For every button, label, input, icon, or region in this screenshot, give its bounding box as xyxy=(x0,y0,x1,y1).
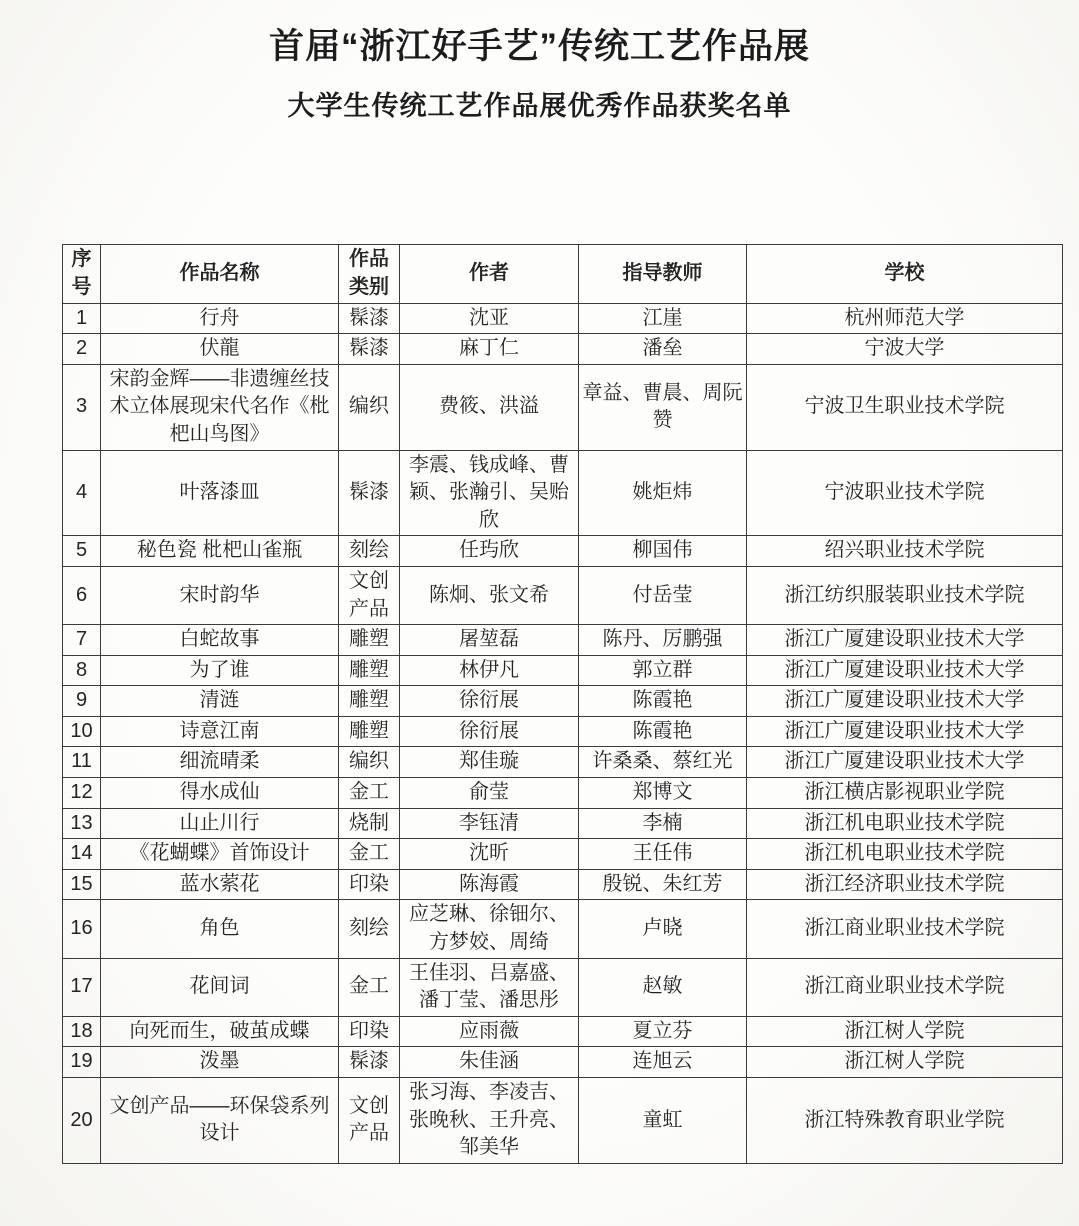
table-row xyxy=(63,716,1063,747)
table-row xyxy=(63,536,1063,567)
cell-authors: 林伊凡 xyxy=(400,655,579,686)
cell-authors: 王佳羽、吕嘉盛、潘丁莹、潘思彤 xyxy=(400,958,579,1016)
cell-advisors: 连旭云 xyxy=(579,1047,747,1078)
cell-school: 宁波大学 xyxy=(747,334,1063,365)
cell-category: 印染 xyxy=(339,869,400,900)
cell-advisors: 陈霞艳 xyxy=(579,716,747,747)
cell-index: 1 xyxy=(63,303,101,334)
cell-index: 13 xyxy=(63,808,101,839)
cell-category: 雕塑 xyxy=(339,716,400,747)
cell-category: 文创产品 xyxy=(339,1078,400,1164)
cell-advisors: 潘垒 xyxy=(579,334,747,365)
cell-work: 为了谁 xyxy=(101,655,339,686)
cell-category: 刻绘 xyxy=(339,536,400,567)
table-row xyxy=(63,303,1063,334)
cell-school: 浙江机电职业技术学院 xyxy=(747,808,1063,839)
cell-index: 9 xyxy=(63,686,101,717)
cell-category: 髹漆 xyxy=(339,450,400,536)
cell-advisors: 章益、曹晨、周阮赞 xyxy=(579,364,747,450)
cell-work: 宋韵金辉——非遗缠丝技术立体展现宋代名作《枇杷山鸟图》 xyxy=(101,364,339,450)
cell-index: 10 xyxy=(63,716,101,747)
cell-index: 8 xyxy=(63,655,101,686)
cell-school: 浙江纺织服装职业技术学院 xyxy=(747,566,1063,624)
table-row xyxy=(63,686,1063,717)
table-row xyxy=(63,778,1063,809)
cell-advisors: 许桑桑、蔡红光 xyxy=(579,747,747,778)
cell-work: 得水成仙 xyxy=(101,778,339,809)
column-header-advisors: 指导教师 xyxy=(579,245,747,303)
cell-work: 叶落漆皿 xyxy=(101,450,339,536)
cell-category: 编织 xyxy=(339,747,400,778)
cell-advisors: 姚炬炜 xyxy=(579,450,747,536)
document-page xyxy=(0,26,1079,1164)
table-row xyxy=(63,1047,1063,1078)
cell-school: 浙江树人学院 xyxy=(747,1047,1063,1078)
cell-category: 金工 xyxy=(339,958,400,1016)
table-row xyxy=(63,334,1063,365)
page-title: 首届“浙江好手艺”传统工艺作品展 xyxy=(268,27,810,66)
cell-index: 11 xyxy=(63,747,101,778)
table-row xyxy=(63,364,1063,450)
cell-work: 伏龍 xyxy=(101,334,339,365)
cell-advisors: 陈丹、厉鹏强 xyxy=(579,625,747,656)
cell-authors: 徐衍展 xyxy=(400,686,579,717)
cell-index: 14 xyxy=(63,839,101,870)
cell-authors: 徐衍展 xyxy=(400,716,579,747)
cell-index: 20 xyxy=(63,1078,101,1164)
cell-authors: 李震、钱成峰、曹颖、张瀚引、吴贻欣 xyxy=(400,450,579,536)
column-header-school: 学校 xyxy=(747,245,1063,303)
cell-school: 浙江商业职业技术学院 xyxy=(747,900,1063,958)
cell-category: 金工 xyxy=(339,778,400,809)
cell-authors: 李钰清 xyxy=(400,808,579,839)
cell-authors: 屠堃磊 xyxy=(400,625,579,656)
cell-school: 浙江广厦建设职业技术大学 xyxy=(747,686,1063,717)
cell-school: 浙江横店影视职业学院 xyxy=(747,778,1063,809)
cell-authors: 费筱、洪溢 xyxy=(400,364,579,450)
cell-category: 烧制 xyxy=(339,808,400,839)
cell-authors: 郑佳璇 xyxy=(400,747,579,778)
cell-work: 花间词 xyxy=(101,958,339,1016)
cell-advisors: 夏立芬 xyxy=(579,1016,747,1047)
column-header-index: 序号 xyxy=(63,245,101,303)
cell-school: 宁波职业技术学院 xyxy=(747,450,1063,536)
cell-school: 浙江树人学院 xyxy=(747,1016,1063,1047)
cell-category: 髹漆 xyxy=(339,303,400,334)
cell-index: 6 xyxy=(63,566,101,624)
cell-work: 文创产品——环保袋系列设计 xyxy=(101,1078,339,1164)
table-row xyxy=(63,1016,1063,1047)
cell-category: 雕塑 xyxy=(339,686,400,717)
cell-authors: 陈海霞 xyxy=(400,869,579,900)
cell-category: 文创产品 xyxy=(339,566,400,624)
cell-advisors: 赵敏 xyxy=(579,958,747,1016)
cell-authors: 麻丁仁 xyxy=(400,334,579,365)
cell-school: 浙江经济职业技术学院 xyxy=(747,869,1063,900)
cell-advisors: 江崖 xyxy=(579,303,747,334)
cell-authors: 陈炯、张文希 xyxy=(400,566,579,624)
cell-category: 髹漆 xyxy=(339,1047,400,1078)
cell-category: 髹漆 xyxy=(339,334,400,365)
cell-school: 绍兴职业技术学院 xyxy=(747,536,1063,567)
cell-work: 《花蝴蝶》首饰设计 xyxy=(101,839,339,870)
column-header-authors: 作者 xyxy=(400,245,579,303)
cell-category: 刻绘 xyxy=(339,900,400,958)
table-row xyxy=(63,958,1063,1016)
cell-category: 印染 xyxy=(339,1016,400,1047)
table-header-row xyxy=(63,245,1063,303)
cell-advisors: 柳国伟 xyxy=(579,536,747,567)
cell-index: 16 xyxy=(63,900,101,958)
cell-authors: 沈亚 xyxy=(400,303,579,334)
cell-authors: 应雨薇 xyxy=(400,1016,579,1047)
cell-category: 编织 xyxy=(339,364,400,450)
cell-work: 秘色瓷 枇杷山雀瓶 xyxy=(101,536,339,567)
cell-school: 浙江广厦建设职业技术大学 xyxy=(747,655,1063,686)
cell-category: 金工 xyxy=(339,839,400,870)
cell-index: 3 xyxy=(63,364,101,450)
cell-advisors: 陈霞艳 xyxy=(579,686,747,717)
cell-authors: 应芝琳、徐钿尔、方梦姣、周绮 xyxy=(400,900,579,958)
page-subtitle: 大学生传统工艺作品展优秀作品获奖名单 xyxy=(287,91,792,121)
cell-category: 雕塑 xyxy=(339,625,400,656)
table-row xyxy=(63,566,1063,624)
table-row xyxy=(63,747,1063,778)
cell-index: 4 xyxy=(63,450,101,536)
cell-index: 5 xyxy=(63,536,101,567)
cell-index: 2 xyxy=(63,334,101,365)
cell-work: 行舟 xyxy=(101,303,339,334)
cell-authors: 俞莹 xyxy=(400,778,579,809)
cell-advisors: 郑博文 xyxy=(579,778,747,809)
cell-authors: 沈昕 xyxy=(400,839,579,870)
cell-work: 蓝水萦花 xyxy=(101,869,339,900)
cell-index: 18 xyxy=(63,1016,101,1047)
cell-school: 浙江特殊教育职业学院 xyxy=(747,1078,1063,1164)
cell-school: 浙江广厦建设职业技术大学 xyxy=(747,625,1063,656)
table-row xyxy=(63,869,1063,900)
table-row xyxy=(63,655,1063,686)
cell-category: 雕塑 xyxy=(339,655,400,686)
cell-work: 山止川行 xyxy=(101,808,339,839)
cell-authors: 朱佳涵 xyxy=(400,1047,579,1078)
cell-work: 泼墨 xyxy=(101,1047,339,1078)
table-row xyxy=(63,808,1063,839)
cell-school: 浙江商业职业技术学院 xyxy=(747,958,1063,1016)
cell-school: 浙江广厦建设职业技术大学 xyxy=(747,747,1063,778)
cell-work: 诗意江南 xyxy=(101,716,339,747)
column-header-work: 作品名称 xyxy=(101,245,339,303)
cell-school: 浙江广厦建设职业技术大学 xyxy=(747,716,1063,747)
cell-advisors: 童虹 xyxy=(579,1078,747,1164)
table-row xyxy=(63,450,1063,536)
cell-work: 向死而生，破茧成蝶 xyxy=(101,1016,339,1047)
awards-table xyxy=(62,244,1063,1163)
table-row xyxy=(63,900,1063,958)
cell-index: 7 xyxy=(63,625,101,656)
cell-advisors: 付岳莹 xyxy=(579,566,747,624)
cell-school: 浙江机电职业技术学院 xyxy=(747,839,1063,870)
cell-school: 杭州师范大学 xyxy=(747,303,1063,334)
cell-advisors: 王任伟 xyxy=(579,839,747,870)
cell-advisors: 郭立群 xyxy=(579,655,747,686)
cell-index: 19 xyxy=(63,1047,101,1078)
cell-advisors: 卢晓 xyxy=(579,900,747,958)
cell-work: 角色 xyxy=(101,900,339,958)
cell-work: 清涟 xyxy=(101,686,339,717)
cell-work: 细流晴柔 xyxy=(101,747,339,778)
table-row xyxy=(63,1078,1063,1164)
column-header-category: 作品类别 xyxy=(339,245,400,303)
cell-advisors: 李楠 xyxy=(579,808,747,839)
table-row xyxy=(63,839,1063,870)
table-body xyxy=(63,303,1063,1163)
cell-school: 宁波卫生职业技术学院 xyxy=(747,364,1063,450)
cell-work: 宋时韵华 xyxy=(101,566,339,624)
cell-advisors: 殷锐、朱红芳 xyxy=(579,869,747,900)
table-row xyxy=(63,625,1063,656)
cell-work: 白蛇故事 xyxy=(101,625,339,656)
cell-index: 12 xyxy=(63,778,101,809)
cell-index: 17 xyxy=(63,958,101,1016)
cell-index: 15 xyxy=(63,869,101,900)
cell-authors: 任玙欣 xyxy=(400,536,579,567)
cell-authors: 张习海、李凌吉、张晚秋、王升亮、邹美华 xyxy=(400,1078,579,1164)
